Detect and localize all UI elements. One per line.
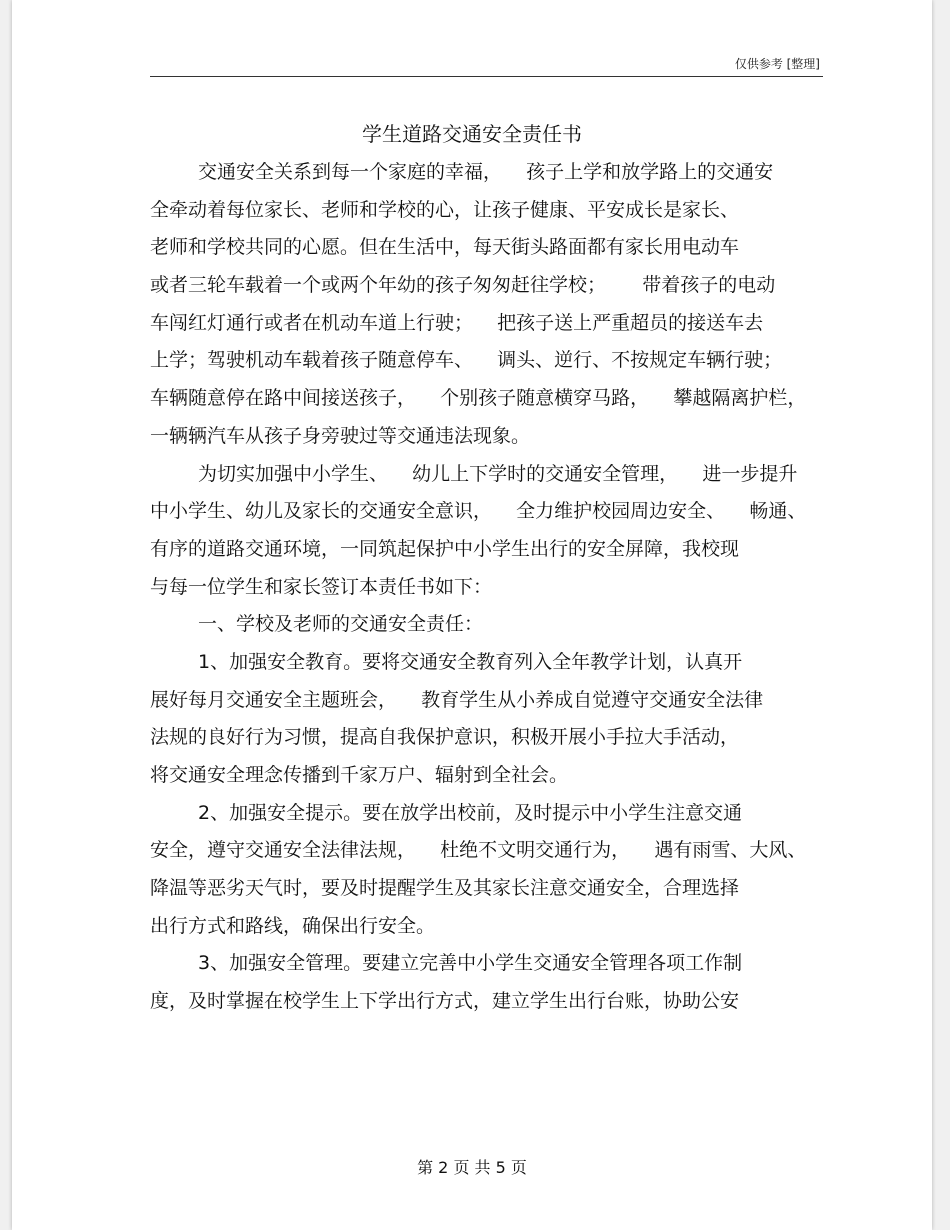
body-line: 展好每月交通安全主题班会， 教育学生从小养成自觉遵守交通安全法律 [150, 688, 764, 711]
page-number-footer: 第 2 页 共 5 页 [417, 1158, 527, 1177]
body-line: 法规的良好行为习惯，提高自我保护意识，积极开展小手拉大手活动， [150, 726, 740, 749]
document-page [12, 0, 932, 1230]
body-line: 2、加强安全提示。要在放学出校前，及时提示中小学生注意交通 [198, 801, 743, 824]
body-line: 出行方式和路线，确保出行安全。 [150, 914, 436, 937]
body-line: 全牵动着每位家长、老师和学校的心，让孩子健康、平安成长是家长、 [150, 198, 740, 221]
body-line: 度，及时掌握在校学生上下学出行方式，建立学生出行台账，协助公安 [150, 990, 740, 1013]
body-line: 中小学生、幼儿及家长的交通安全意识， 全力维护校园周边安全、 畅通、 [150, 500, 807, 523]
body-line: 一辆辆汽车从孩子身旁驶过等交通违法现象。 [150, 424, 531, 447]
body-line: 有序的道路交通环境，一同筑起保护中小学生出行的安全屏障，我校现 [150, 537, 740, 560]
body-line: 为切实加强中小学生、 幼儿上下学时的交通安全管理， 进一步提升 [198, 462, 798, 485]
body-line: 车闯红灯通行或者在机动车道上行驶； 把孩子送上严重超员的接送车去 [150, 311, 764, 334]
body-line: 3、加强安全管理。要建立完善中小学生交通安全管理各项工作制 [198, 952, 743, 975]
header-divider [150, 76, 823, 77]
body-line: 或者三轮车载着一个或两个年幼的孩子匆匆赶往学校； 带着孩子的电动 [150, 274, 776, 297]
body-line: 安全，遵守交通安全法律法规， 杜绝不文明交通行为， 遇有雨雪、大风、 [150, 839, 807, 862]
body-line: 交通安全关系到每一个家庭的幸福， 孩子上学和放学路上的交通安 [198, 161, 774, 183]
document-title: 学生道路交通安全责任书 [362, 122, 582, 146]
body-line: 降温等恶劣天气时，要及时提醒学生及其家长注意交通安全，合理选择 [150, 877, 740, 900]
section-heading: 一、学校及老师的交通安全责任： [198, 613, 484, 636]
body-line: 1、加强安全教育。要将交通安全教育列入全年教学计划，认真开 [198, 650, 743, 673]
body-line: 上学；驾驶机动车载着孩子随意停车、 调头、逆行、不按规定车辆行驶； [150, 349, 783, 372]
body-line: 与每一位学生和家长签订本责任书如下： [150, 575, 493, 598]
body-line: 老师和学校共同的心愿。但在生活中，每天街头路面都有家长用电动车 [150, 236, 740, 259]
body-line: 将交通安全理念传播到千家万户、辐射到全社会。 [150, 764, 569, 786]
body-line: 车辆随意停在路中间接送孩子， 个别孩子随意横穿马路， 攀越隔离护栏， [150, 387, 807, 410]
document-body [150, 154, 830, 1021]
header-note: 仅供参考 [整理] [734, 57, 820, 71]
